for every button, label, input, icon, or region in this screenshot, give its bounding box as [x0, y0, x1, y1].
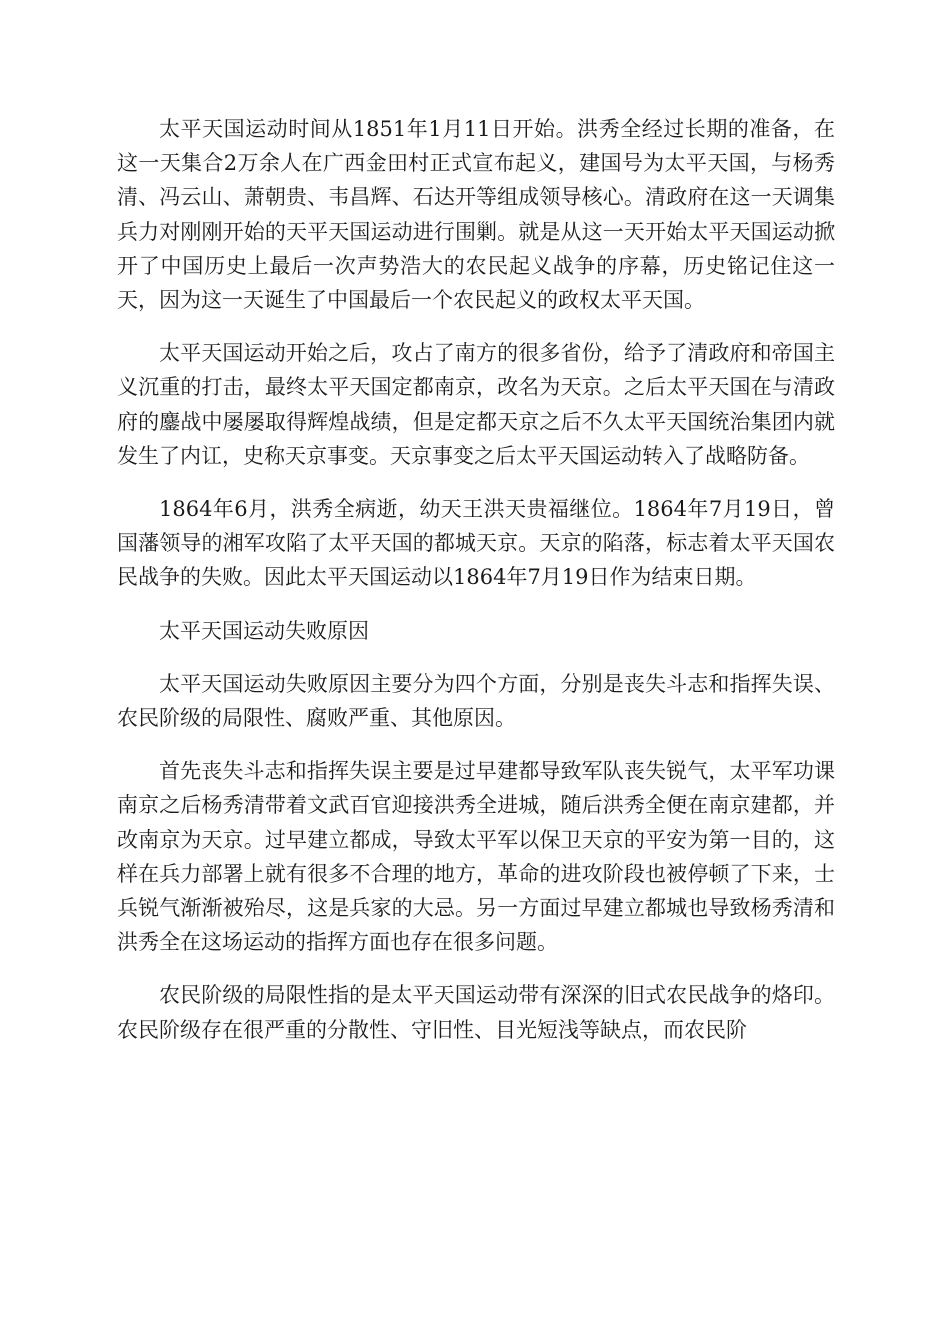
section-heading-failure-reasons: 太平天国运动失败原因	[159, 618, 369, 643]
paragraph-command-errors: 首先丧失斗志和指挥失误主要是过早建都导致军队丧失锐气，太平军功课南京之后杨秀清带着文武百官迎接洪秀全进城，随后洪秀全便在南京建都，并改南京为天京。过早建立都成，导致太平军以保卫天京的平安为第一目的，这样在兵力部署上就有很多不合理的地方，革命的进攻阶段也被停顿了下来，士兵锐气渐渐被殆尽，这是兵家的大忌。另一方面过早建立都城也导致杨秀清和洪秀全在这场运动的指挥方面也存在很多问题。	[117, 759, 835, 955]
document-page	[117, 112, 835, 1066]
paragraph-expansion: 太平天国运动开始之后，攻占了南方的很多省份，给予了清政府和帝国主义沉重的打击，最终太平天国定都南京，改名为天京。之后太平天国在与清政府的鏖战中屡屡取得辉煌战绩，但是定都天京之后不久太平天国统治集团内就发生了内讧，史称天京事变。天京事变之后太平天国运动转入了战略防备。	[117, 341, 835, 468]
paragraph-peasant-limitations: 农民阶级的局限性指的是太平天国运动带有深深的旧式农民战争的烙印。农民阶级存在很严重的分散性、守旧性、目光短浅等缺点，而农民阶	[117, 983, 835, 1042]
paragraph-fall-of-tianjing: 1864年6月，洪秀全病逝，幼天王洪天贵福继位。1864年7月19日，曾国藩领导的湘军攻陷了太平天国的都城天京。天京的陷落，标志着太平天国农民战争的失败。因此太平天国运动以1864年7月19日作为结束日期。	[117, 497, 835, 590]
paragraph-failure-summary: 太平天国运动失败原因主要分为四个方面，分别是丧失斗志和指挥失误、农民阶级的局限性、腐败严重、其他原因。	[117, 671, 835, 731]
paragraph-uprising-start: 太平天国运动时间从1851年1月11日开始。洪秀全经过长期的准备，在这一天集合2万余人在广西金田村正式宣布起义，建国号为太平天国，与杨秀清、冯云山、萧朝贵、韦昌辉、石达开等组成领导核心。清政府在这一天调集兵力对刚刚开始的天平天国运动进行围剿。就是从这一天开始太平天国运动掀开了中国历史上最后一次声势浩大的农民起义战争的序幕，历史铭记住这一天，因为这一天诞生了中国最后一个农民起义的政权太平天国。	[117, 117, 835, 313]
